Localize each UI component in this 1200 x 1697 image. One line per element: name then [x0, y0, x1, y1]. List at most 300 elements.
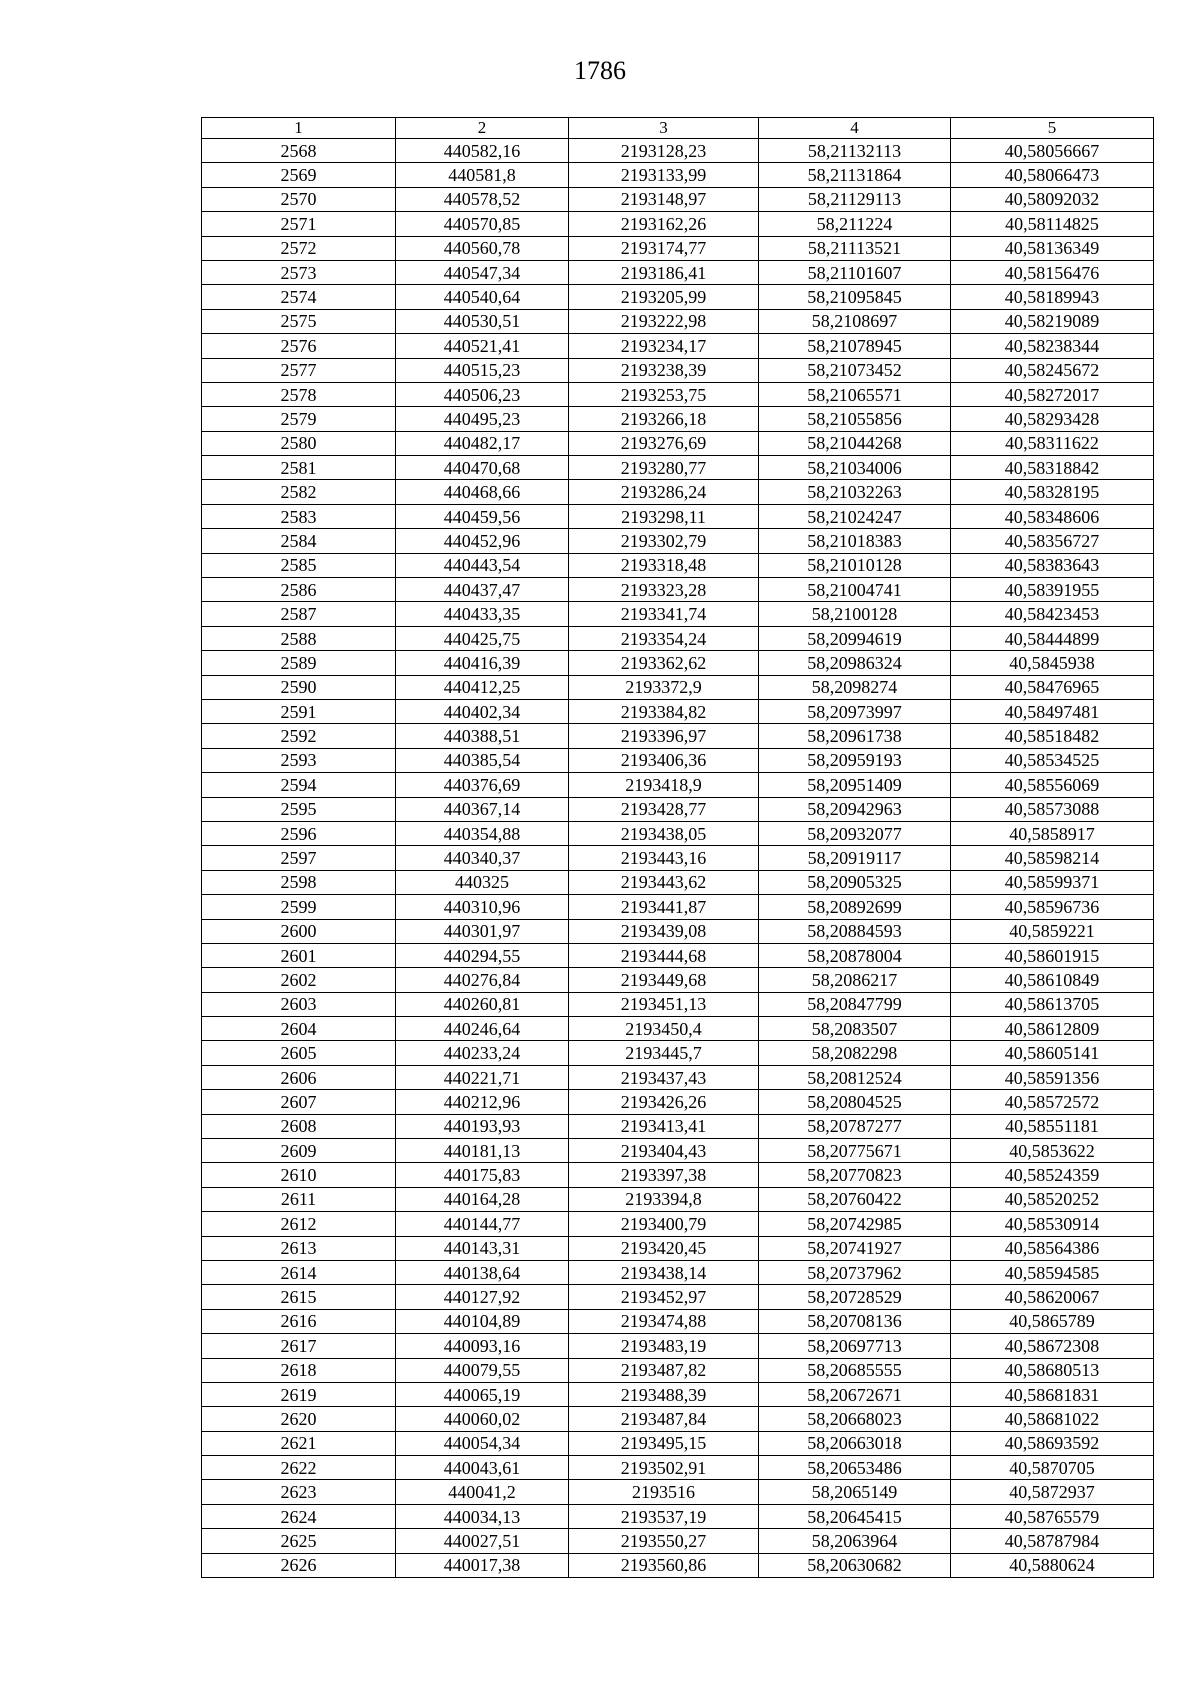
point-number-cell: 2594: [202, 773, 396, 797]
latitude-cell: 58,2063964: [759, 1529, 951, 1553]
point-number-cell: 2577: [202, 358, 396, 382]
longitude-cell: 40,58605141: [951, 1041, 1154, 1065]
latitude-cell: 58,21004741: [759, 578, 951, 602]
table-row: [202, 1407, 1154, 1431]
table-row: [202, 431, 1154, 455]
y-coordinate-cell: 2193276,69: [569, 431, 759, 455]
page-number: 1786: [574, 56, 626, 85]
point-number-cell: 2596: [202, 821, 396, 845]
y-coordinate-cell: 2193404,43: [569, 1139, 759, 1163]
table-row: [202, 1017, 1154, 1041]
table-row: [202, 553, 1154, 577]
latitude-cell: 58,21095845: [759, 285, 951, 309]
latitude-cell: 58,20741927: [759, 1236, 951, 1260]
longitude-cell: 40,58136349: [951, 236, 1154, 260]
x-coordinate-cell: 440127,92: [396, 1285, 569, 1309]
y-coordinate-cell: 2193426,26: [569, 1090, 759, 1114]
table-body: [202, 118, 1154, 1578]
latitude-cell: 58,20986324: [759, 651, 951, 675]
x-coordinate-cell: 440138,64: [396, 1260, 569, 1284]
latitude-cell: 58,20951409: [759, 773, 951, 797]
x-coordinate-cell: 440175,83: [396, 1163, 569, 1187]
y-coordinate-cell: 2193537,19: [569, 1504, 759, 1528]
table-row: [202, 187, 1154, 211]
x-coordinate-cell: 440367,14: [396, 797, 569, 821]
longitude-cell: 40,58383643: [951, 553, 1154, 577]
table-row: [202, 260, 1154, 284]
point-number-cell: 2580: [202, 431, 396, 455]
x-coordinate-cell: 440060,02: [396, 1407, 569, 1431]
y-coordinate-cell: 2193174,77: [569, 236, 759, 260]
x-coordinate-cell: 440582,16: [396, 139, 569, 163]
table-row: [202, 529, 1154, 553]
longitude-cell: 40,5880624: [951, 1553, 1154, 1577]
table-row: [202, 578, 1154, 602]
table-row: [202, 1260, 1154, 1284]
y-coordinate-cell: 2193438,05: [569, 821, 759, 845]
latitude-cell: 58,20932077: [759, 821, 951, 845]
latitude-cell: 58,21073452: [759, 358, 951, 382]
latitude-cell: 58,20775671: [759, 1139, 951, 1163]
point-number-cell: 2605: [202, 1041, 396, 1065]
table-row: [202, 699, 1154, 723]
table-row: [202, 1456, 1154, 1480]
latitude-cell: 58,20994619: [759, 626, 951, 650]
longitude-cell: 40,58594585: [951, 1260, 1154, 1284]
x-coordinate-cell: 440144,77: [396, 1212, 569, 1236]
longitude-cell: 40,58444899: [951, 626, 1154, 650]
point-number-cell: 2616: [202, 1309, 396, 1333]
longitude-cell: 40,58572572: [951, 1090, 1154, 1114]
latitude-cell: 58,21131864: [759, 163, 951, 187]
point-number-cell: 2569: [202, 163, 396, 187]
longitude-cell: 40,58693592: [951, 1431, 1154, 1455]
longitude-cell: 40,58520252: [951, 1187, 1154, 1211]
latitude-cell: 58,2108697: [759, 309, 951, 333]
table-row: [202, 724, 1154, 748]
x-coordinate-cell: 440581,8: [396, 163, 569, 187]
longitude-cell: 40,5845938: [951, 651, 1154, 675]
longitude-cell: 40,58311622: [951, 431, 1154, 455]
latitude-cell: 58,20942963: [759, 797, 951, 821]
y-coordinate-cell: 2193443,16: [569, 846, 759, 870]
y-coordinate-cell: 2193323,28: [569, 578, 759, 602]
latitude-cell: 58,20787277: [759, 1114, 951, 1138]
latitude-cell: 58,21032263: [759, 480, 951, 504]
x-coordinate-cell: 440560,78: [396, 236, 569, 260]
y-coordinate-cell: 2193487,82: [569, 1358, 759, 1382]
table-row: [202, 309, 1154, 333]
x-coordinate-cell: 440246,64: [396, 1017, 569, 1041]
longitude-cell: 40,58765579: [951, 1504, 1154, 1528]
y-coordinate-cell: 2193452,97: [569, 1285, 759, 1309]
latitude-cell: 58,20812524: [759, 1065, 951, 1089]
column-header: 4: [759, 118, 951, 139]
latitude-cell: 58,20697713: [759, 1334, 951, 1358]
point-number-cell: 2592: [202, 724, 396, 748]
y-coordinate-cell: 2193148,97: [569, 187, 759, 211]
x-coordinate-cell: 440388,51: [396, 724, 569, 748]
x-coordinate-cell: 440530,51: [396, 309, 569, 333]
longitude-cell: 40,58391955: [951, 578, 1154, 602]
longitude-cell: 40,5853622: [951, 1139, 1154, 1163]
y-coordinate-cell: 2193420,45: [569, 1236, 759, 1260]
y-coordinate-cell: 2193560,86: [569, 1553, 759, 1577]
point-number-cell: 2600: [202, 919, 396, 943]
longitude-cell: 40,58612809: [951, 1017, 1154, 1041]
y-coordinate-cell: 2193133,99: [569, 163, 759, 187]
point-number-cell: 2589: [202, 651, 396, 675]
x-coordinate-cell: 440054,34: [396, 1431, 569, 1455]
latitude-cell: 58,21101607: [759, 260, 951, 284]
latitude-cell: 58,20663018: [759, 1431, 951, 1455]
column-header: 5: [951, 118, 1154, 139]
longitude-cell: 40,58272017: [951, 382, 1154, 406]
point-number-cell: 2586: [202, 578, 396, 602]
table-row: [202, 748, 1154, 772]
point-number-cell: 2609: [202, 1139, 396, 1163]
point-number-cell: 2611: [202, 1187, 396, 1211]
x-coordinate-cell: 440521,41: [396, 334, 569, 358]
y-coordinate-cell: 2193439,08: [569, 919, 759, 943]
longitude-cell: 40,5858917: [951, 821, 1154, 845]
point-number-cell: 2599: [202, 895, 396, 919]
longitude-cell: 40,58573088: [951, 797, 1154, 821]
table-row: [202, 992, 1154, 1016]
point-number-cell: 2581: [202, 456, 396, 480]
point-number-cell: 2608: [202, 1114, 396, 1138]
longitude-cell: 40,58534525: [951, 748, 1154, 772]
longitude-cell: 40,58787984: [951, 1529, 1154, 1553]
longitude-cell: 40,5865789: [951, 1309, 1154, 1333]
latitude-cell: 58,2086217: [759, 968, 951, 992]
y-coordinate-cell: 2193445,7: [569, 1041, 759, 1065]
point-number-cell: 2598: [202, 870, 396, 894]
latitude-cell: 58,21018383: [759, 529, 951, 553]
table-row: [202, 1358, 1154, 1382]
latitude-cell: 58,21132113: [759, 139, 951, 163]
y-coordinate-cell: 2193222,98: [569, 309, 759, 333]
point-number-cell: 2606: [202, 1065, 396, 1089]
point-number-cell: 2618: [202, 1358, 396, 1382]
x-coordinate-cell: 440079,55: [396, 1358, 569, 1382]
latitude-cell: 58,2083507: [759, 1017, 951, 1041]
point-number-cell: 2620: [202, 1407, 396, 1431]
point-number-cell: 2573: [202, 260, 396, 284]
column-header: 2: [396, 118, 569, 139]
table-row: [202, 919, 1154, 943]
longitude-cell: 40,5859221: [951, 919, 1154, 943]
y-coordinate-cell: 2193441,87: [569, 895, 759, 919]
longitude-cell: 40,5870705: [951, 1456, 1154, 1480]
longitude-cell: 40,58524359: [951, 1163, 1154, 1187]
table-row: [202, 480, 1154, 504]
point-number-cell: 2575: [202, 309, 396, 333]
x-coordinate-cell: 440515,23: [396, 358, 569, 382]
table-row: [202, 821, 1154, 845]
point-number-cell: 2612: [202, 1212, 396, 1236]
longitude-cell: 40,58245672: [951, 358, 1154, 382]
latitude-cell: 58,21113521: [759, 236, 951, 260]
y-coordinate-cell: 2193487,84: [569, 1407, 759, 1431]
y-coordinate-cell: 2193451,13: [569, 992, 759, 1016]
latitude-cell: 58,20672671: [759, 1382, 951, 1406]
table-row: [202, 1139, 1154, 1163]
x-coordinate-cell: 440540,64: [396, 285, 569, 309]
table-row: [202, 1212, 1154, 1236]
latitude-cell: 58,20685555: [759, 1358, 951, 1382]
longitude-cell: 40,58518482: [951, 724, 1154, 748]
table-row: [202, 797, 1154, 821]
longitude-cell: 40,58681831: [951, 1382, 1154, 1406]
x-coordinate-cell: 440164,28: [396, 1187, 569, 1211]
table-row: [202, 382, 1154, 406]
point-number-cell: 2626: [202, 1553, 396, 1577]
table-row: [202, 504, 1154, 528]
column-header: 1: [202, 118, 396, 139]
y-coordinate-cell: 2193406,36: [569, 748, 759, 772]
y-coordinate-cell: 2193394,8: [569, 1187, 759, 1211]
x-coordinate-cell: 440221,71: [396, 1065, 569, 1089]
longitude-cell: 40,58591356: [951, 1065, 1154, 1089]
table-row: [202, 236, 1154, 260]
latitude-cell: 58,20630682: [759, 1553, 951, 1577]
point-number-cell: 2601: [202, 943, 396, 967]
y-coordinate-cell: 2193234,17: [569, 334, 759, 358]
point-number-cell: 2591: [202, 699, 396, 723]
y-coordinate-cell: 2193550,27: [569, 1529, 759, 1553]
table-row: [202, 1334, 1154, 1358]
table-row: [202, 602, 1154, 626]
table-row: [202, 1504, 1154, 1528]
y-coordinate-cell: 2193438,14: [569, 1260, 759, 1284]
y-coordinate-cell: 2193400,79: [569, 1212, 759, 1236]
longitude-cell: 40,58092032: [951, 187, 1154, 211]
y-coordinate-cell: 2193413,41: [569, 1114, 759, 1138]
longitude-cell: 40,58601915: [951, 943, 1154, 967]
table-row: [202, 846, 1154, 870]
table-row: [202, 1553, 1154, 1577]
y-coordinate-cell: 2193495,15: [569, 1431, 759, 1455]
longitude-cell: 40,58598214: [951, 846, 1154, 870]
x-coordinate-cell: 440301,97: [396, 919, 569, 943]
table-row: [202, 1065, 1154, 1089]
x-coordinate-cell: 440412,25: [396, 675, 569, 699]
x-coordinate-cell: 440482,17: [396, 431, 569, 455]
y-coordinate-cell: 2193443,62: [569, 870, 759, 894]
point-number-cell: 2570: [202, 187, 396, 211]
point-number-cell: 2625: [202, 1529, 396, 1553]
table-row: [202, 943, 1154, 967]
x-coordinate-cell: 440459,56: [396, 504, 569, 528]
latitude-cell: 58,20884593: [759, 919, 951, 943]
y-coordinate-cell: 2193502,91: [569, 1456, 759, 1480]
x-coordinate-cell: 440452,96: [396, 529, 569, 553]
point-number-cell: 2617: [202, 1334, 396, 1358]
point-number-cell: 2614: [202, 1260, 396, 1284]
x-coordinate-cell: 440578,52: [396, 187, 569, 211]
x-coordinate-cell: 440143,31: [396, 1236, 569, 1260]
coordinates-table: [201, 117, 1154, 1578]
x-coordinate-cell: 440570,85: [396, 212, 569, 236]
x-coordinate-cell: 440233,24: [396, 1041, 569, 1065]
longitude-cell: 40,58318842: [951, 456, 1154, 480]
y-coordinate-cell: 2193362,62: [569, 651, 759, 675]
table-row: [202, 1163, 1154, 1187]
y-coordinate-cell: 2193302,79: [569, 529, 759, 553]
latitude-cell: 58,21034006: [759, 456, 951, 480]
x-coordinate-cell: 440547,34: [396, 260, 569, 284]
y-coordinate-cell: 2193418,9: [569, 773, 759, 797]
latitude-cell: 58,20760422: [759, 1187, 951, 1211]
y-coordinate-cell: 2193474,88: [569, 1309, 759, 1333]
x-coordinate-cell: 440433,35: [396, 602, 569, 626]
y-coordinate-cell: 2193286,24: [569, 480, 759, 504]
latitude-cell: 58,20847799: [759, 992, 951, 1016]
latitude-cell: 58,20708136: [759, 1309, 951, 1333]
y-coordinate-cell: 2193341,74: [569, 602, 759, 626]
table-row: [202, 456, 1154, 480]
longitude-cell: 40,58238344: [951, 334, 1154, 358]
y-coordinate-cell: 2193162,26: [569, 212, 759, 236]
point-number-cell: 2579: [202, 407, 396, 431]
longitude-cell: 40,58497481: [951, 699, 1154, 723]
point-number-cell: 2622: [202, 1456, 396, 1480]
latitude-cell: 58,21055856: [759, 407, 951, 431]
point-number-cell: 2571: [202, 212, 396, 236]
longitude-cell: 40,58613705: [951, 992, 1154, 1016]
point-number-cell: 2595: [202, 797, 396, 821]
x-coordinate-cell: 440506,23: [396, 382, 569, 406]
latitude-cell: 58,21044268: [759, 431, 951, 455]
longitude-cell: 40,58672308: [951, 1334, 1154, 1358]
longitude-cell: 40,58348606: [951, 504, 1154, 528]
x-coordinate-cell: 440402,34: [396, 699, 569, 723]
longitude-cell: 40,58066473: [951, 163, 1154, 187]
y-coordinate-cell: 2193428,77: [569, 797, 759, 821]
x-coordinate-cell: 440017,38: [396, 1553, 569, 1577]
longitude-cell: 40,58556069: [951, 773, 1154, 797]
x-coordinate-cell: 440181,13: [396, 1139, 569, 1163]
point-number-cell: 2607: [202, 1090, 396, 1114]
point-number-cell: 2568: [202, 139, 396, 163]
latitude-cell: 58,20878004: [759, 943, 951, 967]
longitude-cell: 40,58599371: [951, 870, 1154, 894]
point-number-cell: 2597: [202, 846, 396, 870]
longitude-cell: 40,58293428: [951, 407, 1154, 431]
column-header: 3: [569, 118, 759, 139]
x-coordinate-cell: 440325: [396, 870, 569, 894]
latitude-cell: 58,21024247: [759, 504, 951, 528]
longitude-cell: 40,58356727: [951, 529, 1154, 553]
longitude-cell: 40,58620067: [951, 1285, 1154, 1309]
latitude-cell: 58,20728529: [759, 1285, 951, 1309]
y-coordinate-cell: 2193205,99: [569, 285, 759, 309]
y-coordinate-cell: 2193253,75: [569, 382, 759, 406]
y-coordinate-cell: 2193449,68: [569, 968, 759, 992]
longitude-cell: 40,5872937: [951, 1480, 1154, 1504]
table-row: [202, 626, 1154, 650]
y-coordinate-cell: 2193384,82: [569, 699, 759, 723]
table-row: [202, 968, 1154, 992]
table-row: [202, 334, 1154, 358]
latitude-cell: 58,211224: [759, 212, 951, 236]
table-row: [202, 1285, 1154, 1309]
table-row: [202, 1090, 1154, 1114]
x-coordinate-cell: 440416,39: [396, 651, 569, 675]
longitude-cell: 40,58596736: [951, 895, 1154, 919]
latitude-cell: 58,20645415: [759, 1504, 951, 1528]
x-coordinate-cell: 440193,93: [396, 1114, 569, 1138]
point-number-cell: 2593: [202, 748, 396, 772]
x-coordinate-cell: 440065,19: [396, 1382, 569, 1406]
table-row: [202, 1041, 1154, 1065]
x-coordinate-cell: 440043,61: [396, 1456, 569, 1480]
table-row: [202, 1309, 1154, 1333]
latitude-cell: 58,21129113: [759, 187, 951, 211]
x-coordinate-cell: 440212,96: [396, 1090, 569, 1114]
latitude-cell: 58,21078945: [759, 334, 951, 358]
point-number-cell: 2624: [202, 1504, 396, 1528]
y-coordinate-cell: 2193483,19: [569, 1334, 759, 1358]
x-coordinate-cell: 440425,75: [396, 626, 569, 650]
latitude-cell: 58,20905325: [759, 870, 951, 894]
longitude-cell: 40,58551181: [951, 1114, 1154, 1138]
x-coordinate-cell: 440470,68: [396, 456, 569, 480]
longitude-cell: 40,58328195: [951, 480, 1154, 504]
x-coordinate-cell: 440276,84: [396, 968, 569, 992]
table-row: [202, 163, 1154, 187]
point-number-cell: 2623: [202, 1480, 396, 1504]
longitude-cell: 40,58423453: [951, 602, 1154, 626]
table-row: [202, 407, 1154, 431]
x-coordinate-cell: 440260,81: [396, 992, 569, 1016]
x-coordinate-cell: 440468,66: [396, 480, 569, 504]
x-coordinate-cell: 440294,55: [396, 943, 569, 967]
longitude-cell: 40,58680513: [951, 1358, 1154, 1382]
y-coordinate-cell: 2193128,23: [569, 139, 759, 163]
point-number-cell: 2603: [202, 992, 396, 1016]
y-coordinate-cell: 2193372,9: [569, 675, 759, 699]
y-coordinate-cell: 2193238,39: [569, 358, 759, 382]
table-row: [202, 651, 1154, 675]
x-coordinate-cell: 440093,16: [396, 1334, 569, 1358]
longitude-cell: 40,58219089: [951, 309, 1154, 333]
latitude-cell: 58,20961738: [759, 724, 951, 748]
x-coordinate-cell: 440437,47: [396, 578, 569, 602]
point-number-cell: 2578: [202, 382, 396, 406]
latitude-cell: 58,21010128: [759, 553, 951, 577]
longitude-cell: 40,58156476: [951, 260, 1154, 284]
longitude-cell: 40,58476965: [951, 675, 1154, 699]
point-number-cell: 2574: [202, 285, 396, 309]
point-number-cell: 2602: [202, 968, 396, 992]
longitude-cell: 40,58681022: [951, 1407, 1154, 1431]
latitude-cell: 58,20653486: [759, 1456, 951, 1480]
longitude-cell: 40,58610849: [951, 968, 1154, 992]
longitude-cell: 40,58564386: [951, 1236, 1154, 1260]
y-coordinate-cell: 2193280,77: [569, 456, 759, 480]
table-row: [202, 675, 1154, 699]
x-coordinate-cell: 440034,13: [396, 1504, 569, 1528]
longitude-cell: 40,58114825: [951, 212, 1154, 236]
point-number-cell: 2582: [202, 480, 396, 504]
point-number-cell: 2590: [202, 675, 396, 699]
latitude-cell: 58,20770823: [759, 1163, 951, 1187]
table-row: [202, 1236, 1154, 1260]
latitude-cell: 58,20804525: [759, 1090, 951, 1114]
latitude-cell: 58,2082298: [759, 1041, 951, 1065]
